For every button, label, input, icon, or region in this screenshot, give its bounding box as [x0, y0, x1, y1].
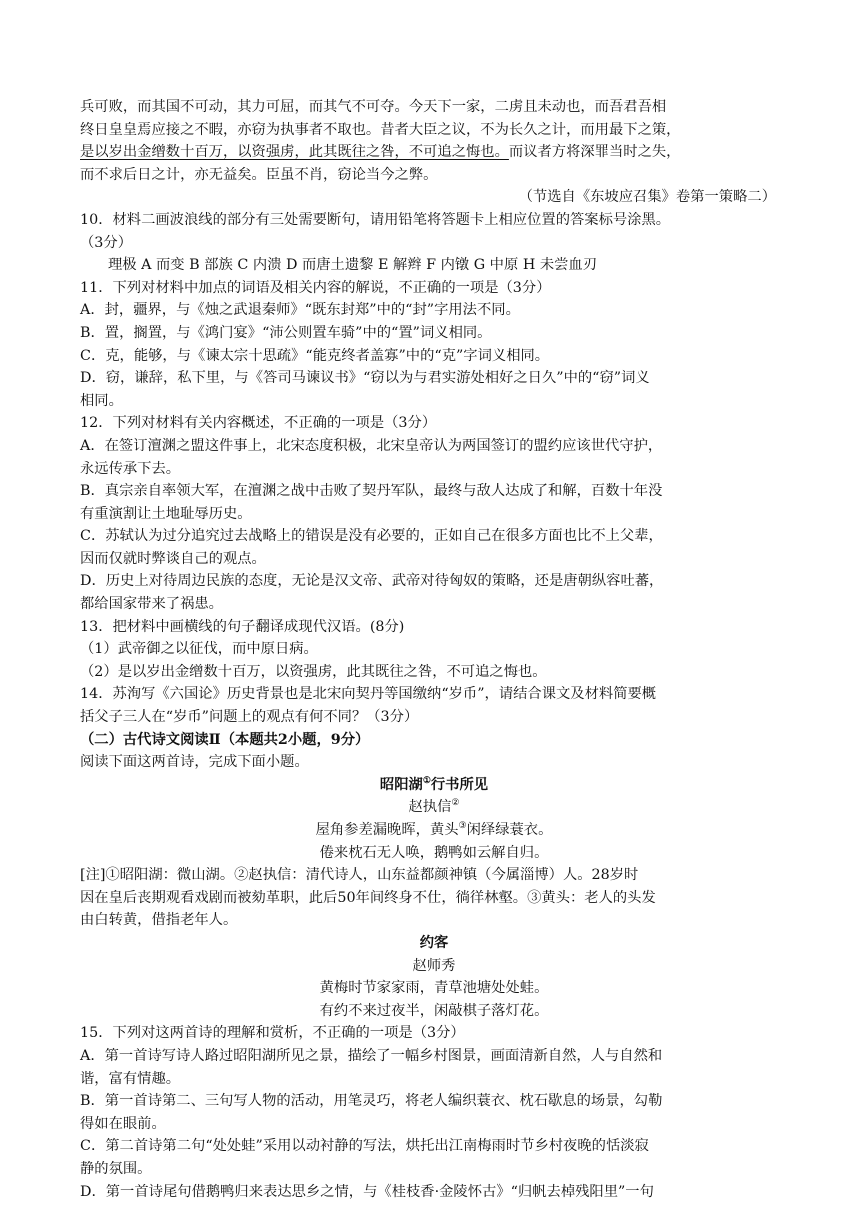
question-11-option-d-cont: 相同。	[80, 392, 123, 409]
poem-2-line-2: 有约不来过夜半，闲敲棋子落灯花。	[319, 1002, 549, 1019]
question-13-sentence-1: （1）武帝御之以征伐，而中原日病。	[80, 641, 318, 658]
poem-1-line-2: 倦来枕石无人唤，鹅鸭如云解自归。	[319, 844, 549, 861]
question-15-option-c: C．第二首诗第二句“处处蛙”采用以动衬静的写法，烘托出江南梅雨时节乡村夜晚的恬淡寂	[80, 1138, 649, 1155]
poem-1-line-1-a: 屋角参差漏晚晖，黄头	[315, 822, 459, 838]
poem-2-line-1: 黄梅时节家家雨，青草池塘处处蛙。	[319, 980, 549, 997]
poem-1-author	[80, 796, 788, 819]
passage-line: 终日皇皇焉应接之不暇，亦窃为执事者不取也。昔者大臣之议，不为长久之计，而用最下之策，	[80, 121, 681, 138]
poem-1-author-name: 赵执信	[408, 799, 452, 816]
question-12-option-b: B．真宗亲自率领大军，在澶渊之战中击败了契丹军队，最终与敌人达成了和解，百数十年没	[80, 483, 663, 500]
question-15-option-b: B．第一首诗第二、三句写人物的活动，用笔灵巧，将老人编织蓑衣、枕石歇息的场景，勾勒	[80, 1093, 663, 1110]
passage-line: 兵可败，而其国不可动，其力可屈，而其气不可夺。今天下一家，二虏且未动也，而吾君吾相	[80, 99, 667, 115]
question-11-option-c: C．克，能够，与《谏太宗十思疏》“能克终者盖寡”中的“克”字词义相同。	[80, 347, 550, 364]
footnote-mark: ②	[451, 798, 460, 809]
question-15-option-d: D．第一首诗尾句借鹅鸭归来表达思乡之情，与《桂枝香·金陵怀古》“归帆去棹残阳里”一句	[80, 1183, 654, 1200]
question-12-option-b-cont: 有重演割让土地耻辱历史。	[80, 505, 252, 522]
section-intro: 阅读下面这两首诗，完成下面小题。	[80, 754, 309, 771]
question-12-option-a-cont: 永远传承下去。	[80, 460, 181, 477]
question-10-score: （3分）	[80, 234, 132, 251]
footnote-mark: ③	[458, 821, 467, 832]
question-10-options: 理极 A 而变 B 部族 C 内溃 D 而唐土遗黎 E 解辫 F 内镦 G 中原 H 未尝血刃	[108, 257, 598, 274]
poem-1-line-1-b: 闲绎绿蓑衣。	[466, 822, 553, 838]
underlined-sentence: 是以岁出金缯数十百万，以资强虏，此其既往之咎，不可追之悔也。	[80, 144, 509, 161]
question-12-stem: 12．下列对材料有关内容概述，不正确的一项是（3分）	[80, 415, 437, 432]
passage-text: 而议者方将深罪当时之失，	[508, 144, 681, 161]
question-12-option-d-cont: 都给国家带来了祸患。	[80, 596, 223, 613]
question-14-stem-cont: 括父子三人在“岁币”问题上的观点有何不同？（3分）	[80, 709, 419, 726]
poem-1-title	[80, 774, 788, 797]
poem-notes-cont: 因在皇后丧期观看戏剧而被劾革职，此后50年间终身不仕，徜徉林壑。③黄头：老人的头发	[80, 889, 656, 906]
question-15-option-c-cont: 静的氛围。	[80, 1160, 152, 1177]
poem-1-title-text: 昭阳湖	[379, 776, 423, 793]
section-heading: （二）古代诗文阅读Ⅱ（本题共2小题，9分）	[80, 731, 370, 748]
passage-source: （节选自《东坡应召集》卷第一策略二）	[518, 189, 776, 206]
footnote-mark: ①	[422, 776, 431, 787]
question-12-option-d: D．历史上对待周边民族的态度，无论是汉文帝、武帝对待匈奴的策略，还是唐朝纵容吐蕃，	[80, 573, 664, 590]
poem-2-author: 赵师秀	[412, 957, 456, 974]
question-11-option-a: A．封，疆界，与《烛之武退秦师》“既东封郑”中的“封”字用法不同。	[80, 302, 520, 319]
question-15-option-b-cont: 得如在眼前。	[80, 1115, 166, 1132]
question-11-stem: 11．下列对材料中加点的词语及相关内容的解说，不正确的一项是（3分）	[80, 279, 551, 296]
question-13-sentence-2: （2）是以岁出金缯数十百万，以资强虏，此其既往之咎，不可追之悔也。	[80, 663, 547, 680]
passage-line: 而不求后日之计，亦无益矣。臣虽不肖，窃论当今之弊。	[80, 166, 438, 183]
question-12-option-c-cont: 因而仅就时弊谈自己的观点。	[80, 550, 266, 567]
question-12-option-c: C．苏轼认为过分追究过去战略上的错误是没有必要的，正如自己在很多方面也比不上父辈，	[80, 528, 663, 545]
question-15-option-a-cont: 谐，富有情趣。	[80, 1070, 181, 1087]
question-12-option-a: A．在签订澶渊之盟这件事上，北宋态度积极，北宋皇帝认为两国签订的盟约应该世代守护，	[80, 437, 663, 454]
question-10-stem: 10．材料二画波浪线的部分有三处需要断句，请用铅笔将答题卡上相应位置的答案标号涂黑。	[80, 211, 671, 228]
question-14-stem: 14．苏洵写《六国论》历史背景也是北宋向契丹等国缴纳“岁币”，请结合课文及材料简要概	[80, 686, 657, 703]
passage-line	[80, 141, 788, 164]
poem-1-line-1	[80, 819, 788, 842]
question-15-stem: 15．下列对这两首诗的理解和赏析，不正确的一项是（3分）	[80, 1025, 465, 1042]
question-15-option-a: A．第一首诗写诗人路过昭阳湖所见之景，描绘了一幅乡村图景，画面清新自然，人与自然和	[80, 1047, 663, 1064]
question-11-option-b: B．置，搁置，与《鸿门宴》“沛公则置车骑”中的“置”词义相同。	[80, 324, 492, 341]
poem-1-title-rest: 行书所见	[430, 776, 489, 793]
question-11-option-d: D．窃，谦辞，私下里，与《答司马谏议书》“窃以为与君实游处相好之日久”中的“窃”词义	[80, 370, 650, 387]
poem-2-title: 约客	[419, 934, 449, 951]
poem-notes-cont: 由白转黄，借指老年人。	[80, 912, 238, 929]
poem-notes: [注]①昭阳湖：微山湖。②赵执信：清代诗人，山东益都颜神镇（今属淄博）人。28岁时	[80, 867, 639, 884]
question-13-stem: 13．把材料中画横线的句子翻译成现代汉语。(8分)	[80, 618, 405, 635]
